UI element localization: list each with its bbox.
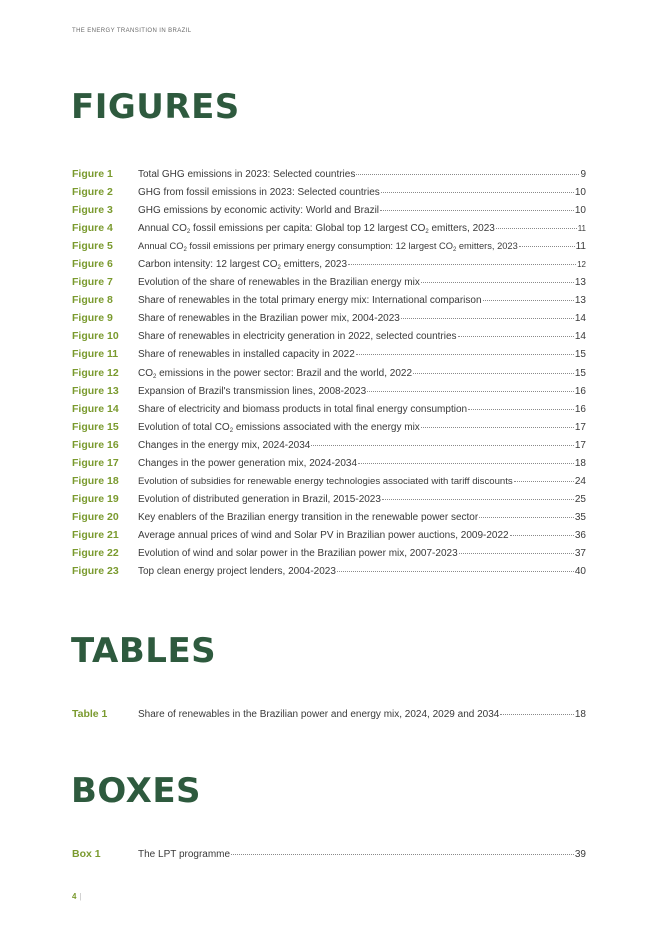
toc-entry-title <box>138 494 381 505</box>
toc-entry-title-part: Share of renewables in installed capacity in 2022 <box>138 349 355 361</box>
toc-entry-title-part: Share of electricity and biomass products in total final energy consumption <box>138 403 468 415</box>
toc-entry[interactable] <box>72 348 586 366</box>
toc-entry-label: Figure 10 <box>72 330 119 343</box>
subscript: 2 <box>452 247 457 252</box>
toc-entry-page: 17 <box>574 439 586 451</box>
toc-entry-title <box>138 259 347 270</box>
toc-entry-title-part: Average annual prices of wind and Solar PV in Brazilian power auctions, 2009-2022 <box>138 529 509 541</box>
subscript: 2 <box>277 265 281 271</box>
toc-entry-page: 35 <box>574 511 586 523</box>
dot-leader <box>468 409 574 410</box>
subscript: 2 <box>229 427 234 433</box>
toc-entry-title <box>138 187 380 198</box>
toc-entry-title-part: Changes in the energy mix, 2024-2034 <box>138 439 311 451</box>
toc-entry-label: Figure 15 <box>72 420 119 433</box>
toc-entry[interactable] <box>72 457 586 475</box>
toc-entry[interactable] <box>72 439 586 457</box>
toc-entry[interactable] <box>72 204 586 222</box>
boxes-heading: BOXES <box>71 771 202 811</box>
boxes-list <box>72 848 586 866</box>
toc-entry[interactable] <box>72 547 586 565</box>
toc-entry[interactable] <box>72 385 586 403</box>
toc-entry-title <box>138 404 467 415</box>
toc-entry-title <box>138 169 355 180</box>
toc-entry-page: 36 <box>574 529 586 541</box>
toc-entry[interactable] <box>72 493 586 511</box>
toc-entry[interactable] <box>72 312 586 330</box>
toc-entry-title-part: Evolution of the share of renewables in the Brazilian energy mix <box>138 277 420 289</box>
toc-entry-label: Figure 1 <box>72 168 113 180</box>
toc-entry[interactable] <box>72 222 586 240</box>
dot-leader <box>356 354 574 355</box>
toc-entry-label: Figure 9 <box>72 312 113 325</box>
toc-entry[interactable] <box>72 421 586 439</box>
toc-entry[interactable] <box>72 294 586 312</box>
toc-entry-title <box>138 349 355 360</box>
toc-entry-label: Figure 12 <box>72 366 119 379</box>
toc-entry-page: 10 <box>574 187 586 199</box>
toc-entry-title <box>138 709 499 720</box>
dot-leader <box>356 174 579 175</box>
toc-entry-label: Figure 20 <box>72 510 119 523</box>
tables-list <box>72 708 586 726</box>
toc-entry-label: Table 1 <box>72 708 108 720</box>
toc-entry[interactable] <box>72 330 586 348</box>
toc-entry-title-part: Share of renewables in the Brazilian power and energy mix, 2024, 2029 and 2034 <box>138 709 500 720</box>
toc-entry-page: 11 <box>575 241 586 253</box>
dot-leader <box>479 517 574 518</box>
toc-entry-title-part: emitters, 2023 <box>280 259 348 271</box>
dot-leader <box>337 571 574 572</box>
toc-entry-page: 39 <box>574 849 586 860</box>
toc-entry-page: 15 <box>574 367 586 379</box>
toc-entry-page: 9 <box>580 169 586 180</box>
toc-entry-title-part: Evolution of subsidies for renewable energy technologies associated with tariff discounts <box>138 475 513 487</box>
toc-entry-page: 14 <box>574 331 586 343</box>
toc-entry-label: Figure 18 <box>72 474 119 487</box>
toc-entry[interactable] <box>72 529 586 547</box>
dot-leader <box>380 210 574 211</box>
toc-entry-page: 13 <box>574 277 586 289</box>
toc-entry-label: Figure 4 <box>72 222 113 235</box>
toc-entry-title <box>138 331 457 342</box>
dot-leader <box>382 499 574 500</box>
toc-entry-title-part: Key enablers of the Brazilian energy transition in the renewable power sector <box>138 511 479 523</box>
toc-entry-title <box>138 530 509 541</box>
toc-entry-title <box>138 386 366 397</box>
toc-entry[interactable] <box>72 475 586 493</box>
toc-entry-title <box>138 512 478 523</box>
toc-entry-page: 18 <box>574 709 586 720</box>
toc-entry-label: Figure 13 <box>72 384 119 397</box>
toc-entry-label: Figure 21 <box>72 528 119 541</box>
toc-entry-label: Figure 19 <box>72 492 119 505</box>
toc-entry-title-part: The LPT programme <box>138 849 231 860</box>
toc-entry[interactable] <box>72 186 586 204</box>
toc-entry-title <box>138 440 310 451</box>
toc-entry-label: Figure 23 <box>72 565 119 578</box>
toc-entry-title-part: Evolution of distributed generation in Brazil, 2015-2023 <box>138 493 381 505</box>
dot-leader <box>458 336 574 337</box>
toc-entry-page: 37 <box>574 547 586 559</box>
tables-heading: TABLES <box>71 631 217 671</box>
toc-entry-label: Figure 22 <box>72 546 119 559</box>
toc-entry-title-part: emissions associated with the energy mix <box>233 421 420 433</box>
toc-entry-title <box>138 277 420 288</box>
running-header: THE ENERGY TRANSITION IN BRAZIL <box>72 28 192 34</box>
page-number: 4 <box>72 892 77 901</box>
toc-entry[interactable] <box>72 367 586 385</box>
toc-entry-title <box>138 223 495 234</box>
dot-leader <box>514 481 574 482</box>
dot-leader <box>348 264 576 265</box>
toc-entry-page: 25 <box>574 493 586 505</box>
figures-heading: FIGURES <box>71 87 240 127</box>
dot-leader <box>401 318 574 319</box>
dot-leader <box>483 300 574 301</box>
toc-entry[interactable] <box>72 708 586 726</box>
toc-entry-page: 24 <box>574 475 586 487</box>
dot-leader <box>311 445 574 446</box>
toc-entry-page: 11 <box>577 224 586 234</box>
toc-entry-title-part: GHG from fossil emissions in 2023: Selected countries <box>138 187 380 199</box>
toc-entry-title-part: fossil emissions per capita: Global top 12 largest CO <box>190 223 426 235</box>
dot-leader <box>459 553 574 554</box>
page-folio <box>72 892 82 901</box>
toc-entry[interactable] <box>72 240 586 258</box>
toc-entry-label: Figure 6 <box>72 258 113 271</box>
toc-entry-title <box>138 849 230 860</box>
toc-entry-title-part: Expansion of Brazil's transmission lines, 2008-2023 <box>138 385 367 397</box>
toc-entry-page: 16 <box>574 403 586 415</box>
toc-entry[interactable] <box>72 276 586 294</box>
dot-leader <box>421 427 574 428</box>
toc-entry-page: 10 <box>574 205 586 217</box>
subscript: 2 <box>153 373 157 379</box>
toc-entry-label: Figure 8 <box>72 294 113 307</box>
toc-entry[interactable] <box>72 511 586 529</box>
toc-entry-title-part: Share of renewables in the total primary energy mix: International comparison <box>138 295 482 307</box>
dot-leader <box>421 282 574 283</box>
toc-entry-title-part: Share of renewables in the Brazilian power mix, 2004-2023 <box>138 313 400 325</box>
toc-entry[interactable] <box>72 258 586 276</box>
dot-leader <box>510 535 574 536</box>
dot-leader <box>367 391 574 392</box>
toc-entry-title-part: fossil emissions per primary energy consumption: 12 largest CO <box>186 241 453 252</box>
toc-entry-label: Figure 17 <box>72 456 119 469</box>
toc-entry-title-part: Share of renewables in electricity generation in 2022, selected countries <box>138 331 457 343</box>
toc-entry-title <box>138 241 518 251</box>
dot-leader <box>500 714 574 715</box>
toc-entry-title-part: Evolution of wind and solar power in the Brazilian power mix, 2007-2023 <box>138 547 458 559</box>
toc-entry-page: 13 <box>574 295 586 307</box>
toc-entry-page: 18 <box>574 457 586 469</box>
toc-entry-title <box>138 566 336 577</box>
toc-entry-title-part: Changes in the power generation mix, 2024-2034 <box>138 457 358 469</box>
dot-leader <box>358 463 574 464</box>
toc-entry-title <box>138 205 379 216</box>
toc-entry-label: Box 1 <box>72 848 101 860</box>
toc-entry-page: 12 <box>577 260 586 270</box>
dot-leader <box>381 192 574 193</box>
toc-entry-title-part: Annual CO <box>138 241 184 252</box>
toc-entry-title-part: Evolution of total CO <box>138 421 230 433</box>
toc-entry-title <box>138 548 458 559</box>
toc-entry-label: Figure 3 <box>72 204 113 217</box>
toc-entry[interactable] <box>72 403 586 421</box>
toc-entry-page: 17 <box>574 421 586 433</box>
toc-entry-page: 14 <box>574 313 586 325</box>
figures-list <box>72 168 586 583</box>
toc-entry-title <box>138 295 482 306</box>
toc-entry-label: Figure 7 <box>72 276 113 289</box>
dot-leader <box>519 246 575 247</box>
toc-entry-page: 15 <box>574 349 586 361</box>
toc-entry-title <box>138 422 420 433</box>
subscript: 2 <box>183 247 187 252</box>
toc-entry-title-part: emissions in the power sector: Brazil and the world, 2022 <box>156 367 413 379</box>
toc-entry-page: 40 <box>574 566 586 578</box>
toc-entry-label: Figure 14 <box>72 402 119 415</box>
toc-entry-label: Figure 2 <box>72 186 113 199</box>
toc-entry-label: Figure 16 <box>72 438 119 451</box>
toc-entry[interactable] <box>72 168 586 186</box>
toc-entry-label: Figure 11 <box>72 348 119 361</box>
toc-entry[interactable] <box>72 848 586 866</box>
dot-leader <box>496 228 577 229</box>
toc-entry-page: 16 <box>574 385 586 397</box>
subscript: 2 <box>425 229 429 235</box>
toc-entry-label: Figure 5 <box>72 240 113 253</box>
folio-separator: | <box>79 892 82 901</box>
toc-entry-title-part: emitters, 2023 <box>456 241 518 252</box>
subscript: 2 <box>186 229 191 235</box>
toc-entry-title-part: Top clean energy project lenders, 2004-2023 <box>138 566 336 578</box>
toc-entry-title-part: GHG emissions by economic activity: World and Brazil <box>138 205 380 217</box>
toc-entry-title-part: Annual CO <box>138 223 187 235</box>
toc-entry-title <box>138 458 357 469</box>
toc-entry-title <box>138 368 412 379</box>
toc-entry-title-part: CO <box>138 367 153 379</box>
dot-leader <box>231 854 574 855</box>
toc-entry-title-part: Total GHG emissions in 2023: Selected countries <box>138 169 356 180</box>
toc-entry-title <box>138 313 400 324</box>
dot-leader <box>413 373 574 374</box>
toc-entry-title-part: emitters, 2023 <box>428 223 495 235</box>
toc-entry-title-part: Carbon intensity: 12 largest CO <box>138 259 278 271</box>
toc-entry-title <box>138 476 513 487</box>
toc-entry[interactable] <box>72 565 586 583</box>
